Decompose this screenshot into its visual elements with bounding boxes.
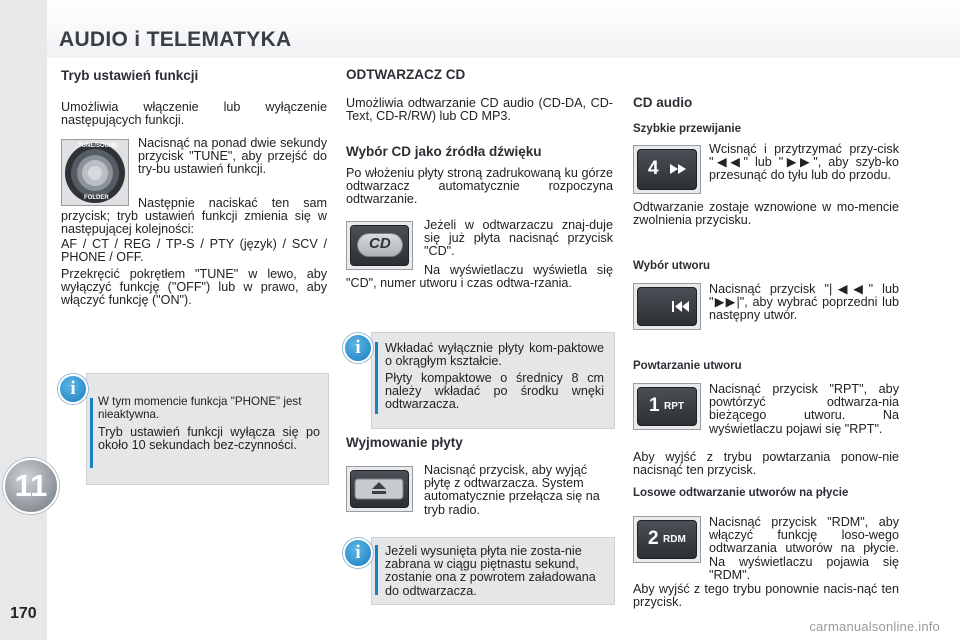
- sidebar: [0, 0, 47, 640]
- fast-heading: Szybkie przewijanie: [633, 123, 742, 135]
- track-heading: Wybór utworu: [633, 260, 711, 272]
- repeat-heading: Powtarzanie utworu: [633, 360, 742, 372]
- eject-button-image: [346, 466, 413, 512]
- fast-p2: Odtwarzanie zostaje wznowione w mo-mencie zwolnienia przycisku.: [633, 200, 899, 228]
- info-icon: i: [58, 374, 88, 404]
- tune-knob-image: [61, 139, 129, 206]
- left-p3: AF / CT / REG / TP-S / PTY (język) / SCV / PHONE / OFF.: [61, 237, 327, 265]
- track-button-image: [633, 283, 701, 330]
- page-title: AUDIO i TELEMATYKA: [59, 28, 292, 51]
- section1-p1: Po włożeniu płyty stroną zadrukowaną ku górze odtwarzacz automatycznie rozpoczyna odtwarzanie.: [346, 166, 613, 207]
- left-info-bar: [90, 398, 93, 468]
- middle-info-bar: [375, 342, 378, 414]
- middle-intro: Umożliwia odtwarzanie CD audio (CD-DA, CD-Text, CD-R/RW) lub CD MP3.: [346, 96, 613, 124]
- section2-heading: Wyjmowanie płyty: [346, 435, 463, 450]
- middle-info-p2: Płyty kompaktowe o średnicy 8 cm należy wkładać po środku wnęki odtwarzacza.: [385, 371, 604, 412]
- left-info-p2: Tryb ustawień funkcji wyłącza się po około 10 sekundach bez-czynności.: [98, 425, 320, 453]
- middle-heading: ODTWARZACZ CD: [346, 67, 466, 82]
- chapter-badge: [3, 458, 59, 514]
- rdm-key-label: RDM: [663, 534, 686, 545]
- rdm-key-number: 2: [648, 528, 659, 549]
- left-p1: Nacisnąć na ponad dwie sekundy przycisk "TUNE", aby przejść do try-bu ustawień funkcji.: [138, 136, 327, 177]
- left-intro: Umożliwia włączenie lub wyłączenie następujących funkcji.: [61, 100, 327, 128]
- repeat-p2: Aby wyjść z trybu powtarzania ponow-nie nacisnąć ten przycisk.: [633, 450, 899, 478]
- rpt-key-number: 1: [649, 395, 660, 416]
- watermark: carmanualsonline.info: [809, 619, 940, 634]
- repeat-p1: Nacisnąć przycisk "RPT", aby powtórzyć odtwarza-nia bieżącego utworu. Na wyświetlaczu pojawi się "RPT".: [709, 382, 899, 436]
- knob-label-bottom: FOLDER: [84, 195, 109, 201]
- previous-track-icon: [634, 284, 700, 329]
- section1-p3: Na wyświetlaczu wyświetla się "CD", numer utworu i czas odtwa-rzania.: [346, 263, 613, 291]
- chapter-number: 11: [14, 468, 48, 503]
- section2-p1: Nacisnąć przycisk, aby wyjąć płytę z odtwarzacza. System automatycznie przełącza się na tryb radio.: [424, 463, 600, 517]
- left-p4: Przekręcić pokrętłem "TUNE" w lewo, aby wyłączyć funkcję ("OFF") lub w prawo, aby włączyć funkcję ("ON").: [61, 267, 327, 308]
- info-icon: i: [343, 538, 373, 568]
- left-heading: Tryb ustawień funkcji: [61, 68, 199, 83]
- page-number: 170: [10, 605, 37, 622]
- middle-info2-p1: Jeżeli wysunięta płyta nie zosta-nie zabrana w ciągu piętnastu sekund, zostanie ona z powrotem załadowana do odtwarzacza.: [385, 544, 596, 598]
- rpt-button-image: [633, 383, 701, 430]
- cd-button-image: [346, 221, 413, 270]
- left-p2: Następnie naciskać ten sam przycisk; tryb ustawień funkcji zmienia się w następującej kolejności:: [61, 196, 327, 237]
- fast-p1: Wcisnąć i przytrzymać przy-cisk "◀◀" lub "▶▶", aby szyb-ko przesunąć do tyłu lub do przodu.: [709, 142, 899, 183]
- info-icon: i: [343, 333, 373, 363]
- fast-key-number: 4: [648, 158, 659, 179]
- middle-info-p1: Wkładać wyłącznie płyty kom-paktowe o okrągłym kształcie.: [385, 341, 604, 369]
- rpt-key-label: RPT: [664, 401, 684, 412]
- section1-p2: Jeżeli w odtwarzaczu znaj-duje się już płyta nacisnąć przycisk "CD".: [424, 218, 613, 259]
- left-info-p1: W tym momencie funkcja "PHONE" jest nieaktywna.: [98, 395, 302, 421]
- knob-label-top: TUNE/SOUND: [78, 143, 118, 149]
- fast-forward-button-image: [633, 145, 701, 194]
- section1-heading: Wybór CD jako źródła dźwięku: [346, 144, 542, 159]
- random-p2: Aby wyjść z tego trybu ponownie nacis-nąć ten przycisk.: [633, 582, 899, 610]
- right-heading: CD audio: [633, 95, 693, 110]
- cd-button-label: CD: [369, 235, 391, 252]
- rdm-button-image: [633, 516, 701, 563]
- track-p1: Nacisnąć przycisk "|◀◀" lub "▶▶|", aby wybrać poprzedni lub następny utwór.: [709, 282, 899, 323]
- random-p1: Nacisnąć przycisk "RDM", aby włączyć funkcję loso-wego odtwarzania utworów na płycie. Na wyświetlaczu pojawia się "RDM".: [709, 515, 899, 582]
- random-heading: Losowe odtwarzanie utworów na płycie: [633, 487, 849, 499]
- fast-forward-icon: [634, 146, 700, 193]
- middle-info2-bar: [375, 545, 378, 595]
- eject-icon: [347, 467, 412, 511]
